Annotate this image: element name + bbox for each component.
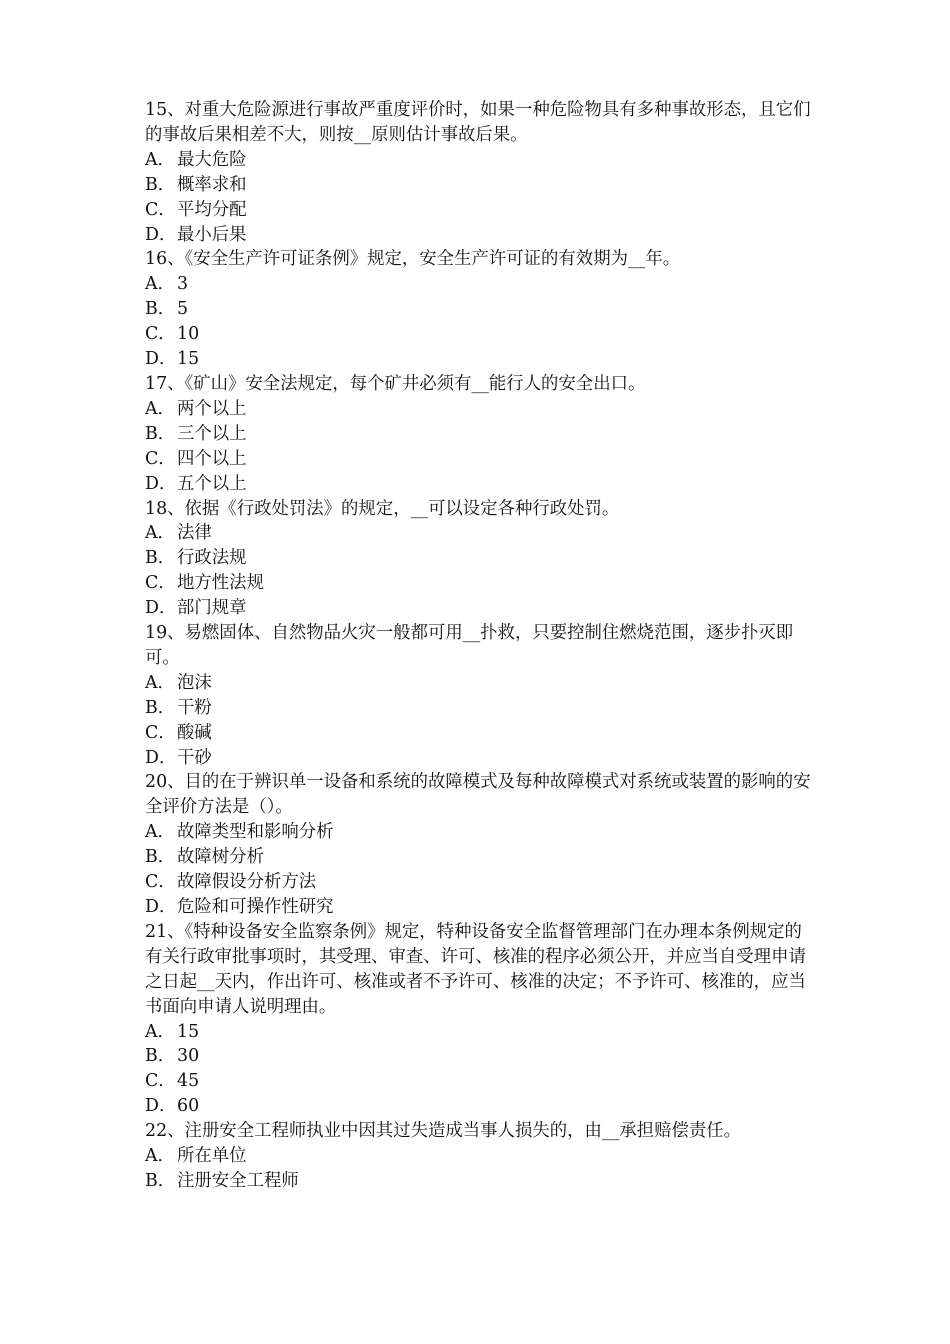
option-letter: D． [145,224,177,245]
option-a [145,820,817,845]
option-c [145,198,817,223]
option-text: 最小后果 [177,224,247,245]
option-letter: C． [145,722,176,743]
option-letter: C． [145,573,176,594]
question-stem: 22、注册安全工程师执业中因其过失造成当事人损失的，由__承担赔偿责任。 [145,1121,742,1142]
option-text: 10 [177,324,200,345]
question-17 [145,372,817,497]
option-b [145,546,817,571]
question-19 [145,621,817,770]
option-text: 三个以上 [177,423,247,444]
option-text: 四个以上 [177,448,247,469]
option-text: 注册安全工程师 [177,1170,299,1191]
option-b [145,297,817,322]
option-letter: D． [145,1096,177,1117]
option-letter: A． [145,1021,175,1042]
option-letter: B． [145,174,176,195]
question-22 [145,1119,817,1194]
option-letter: C． [145,1071,176,1092]
option-letter: D． [145,598,177,619]
option-a [145,521,817,546]
question-stem: 17、《矿山》安全法规定，每个矿井必须有__能行人的安全出口。 [145,373,646,394]
option-text: 酸碱 [177,722,212,743]
option-text: 干粉 [177,697,212,718]
question-20 [145,770,817,919]
question-stem: 20、目的在于辨识单一设备和系统的故障模式及每种故障模式对系统或装置的影响的安全评价方法是（）。 [145,772,811,818]
option-letter: A． [145,398,175,419]
option-b [145,173,817,198]
question-stem: 19、易燃固体、自然物品火灾一般都可用__扑救，只要控制住燃烧范围，逐步扑灭即可。 [145,623,794,668]
option-b [145,1044,817,1069]
option-b [145,422,817,447]
option-letter: B． [145,1170,176,1191]
option-letter: A． [145,274,175,295]
option-text: 部门规章 [177,598,247,619]
option-letter: A． [145,822,175,843]
question-16 [145,247,817,372]
option-text: 5 [177,299,189,320]
option-text: 两个以上 [177,398,247,419]
option-text: 故障树分析 [177,847,264,868]
option-letter: C． [145,199,176,220]
option-d [145,1094,817,1119]
option-letter: A． [145,672,175,693]
question-21 [145,920,817,1119]
option-text: 故障类型和影响分析 [177,822,334,843]
option-c [145,571,817,596]
option-text: 45 [177,1071,200,1092]
option-b [145,1169,817,1194]
option-letter: A． [145,1146,175,1167]
option-letter: A． [145,523,175,544]
option-text: 最大危险 [177,149,247,170]
option-letter: A． [145,149,175,170]
option-text: 60 [177,1096,200,1117]
option-d [145,895,817,920]
option-a [145,148,817,173]
question-stem: 21、《特种设备安全监察条例》规定，特种设备安全监督管理部门在办理本条例规定的有关行政审批事项时，其受理、审查、许可、核准的程序必须公开，并应当自受理申请之日起__天内，作出许可、核准或者不予许可、核准的决定；不予许可、核准的，应当书面向申请人说明理由。 [145,921,806,1017]
option-text: 故障假设分析方法 [177,872,317,893]
question-18 [145,497,817,622]
option-c [145,447,817,472]
option-text: 15 [177,349,200,370]
option-text: 平均分配 [177,199,247,220]
option-a [145,1020,817,1045]
option-c [145,721,817,746]
option-d [145,746,817,771]
option-letter: D． [145,897,177,917]
option-text: 五个以上 [177,473,247,494]
option-letter: D． [145,349,177,370]
option-a [145,272,817,297]
option-d [145,472,817,497]
question-stem: 18、依据《行政处罚法》的规定，__可以设定各种行政处罚。 [145,498,620,519]
option-letter: C． [145,448,176,469]
option-d [145,347,817,372]
option-a [145,1144,817,1169]
option-text: 15 [177,1021,200,1042]
option-letter: B． [145,548,176,569]
question-stem: 15、对重大危险源进行事故严重度评价时，如果一种危险物具有多种事故形态，且它们的事故后果相差不大，则按__原则估计事故后果。 [145,100,811,145]
option-c [145,870,817,895]
option-text: 泡沫 [177,672,212,693]
option-letter: B． [145,847,176,868]
option-text: 危险和可操作性研究 [177,897,334,917]
option-letter: D． [145,473,177,494]
option-text: 地方性法规 [177,573,264,594]
option-b [145,845,817,870]
option-c [145,1069,817,1094]
option-a [145,397,817,422]
option-letter: B． [145,299,176,320]
option-text: 干砂 [177,747,212,768]
question-list [145,98,817,1194]
option-letter: B． [145,697,176,718]
option-text: 30 [177,1046,200,1067]
option-text: 3 [177,274,189,295]
option-letter: C． [145,324,176,345]
option-text: 法律 [177,523,212,544]
question-15 [145,98,817,247]
option-b [145,696,817,721]
option-d [145,223,817,248]
option-letter: C． [145,872,176,893]
question-stem: 16、《安全生产许可证条例》规定，安全生产许可证的有效期为__年。 [145,249,681,270]
option-letter: B． [145,423,176,444]
option-text: 所在单位 [177,1146,247,1167]
option-letter: D． [145,747,177,768]
option-text: 概率求和 [177,174,247,195]
option-d [145,596,817,621]
option-text: 行政法规 [177,548,247,569]
option-c [145,322,817,347]
option-a [145,671,817,696]
option-letter: B． [145,1046,176,1067]
